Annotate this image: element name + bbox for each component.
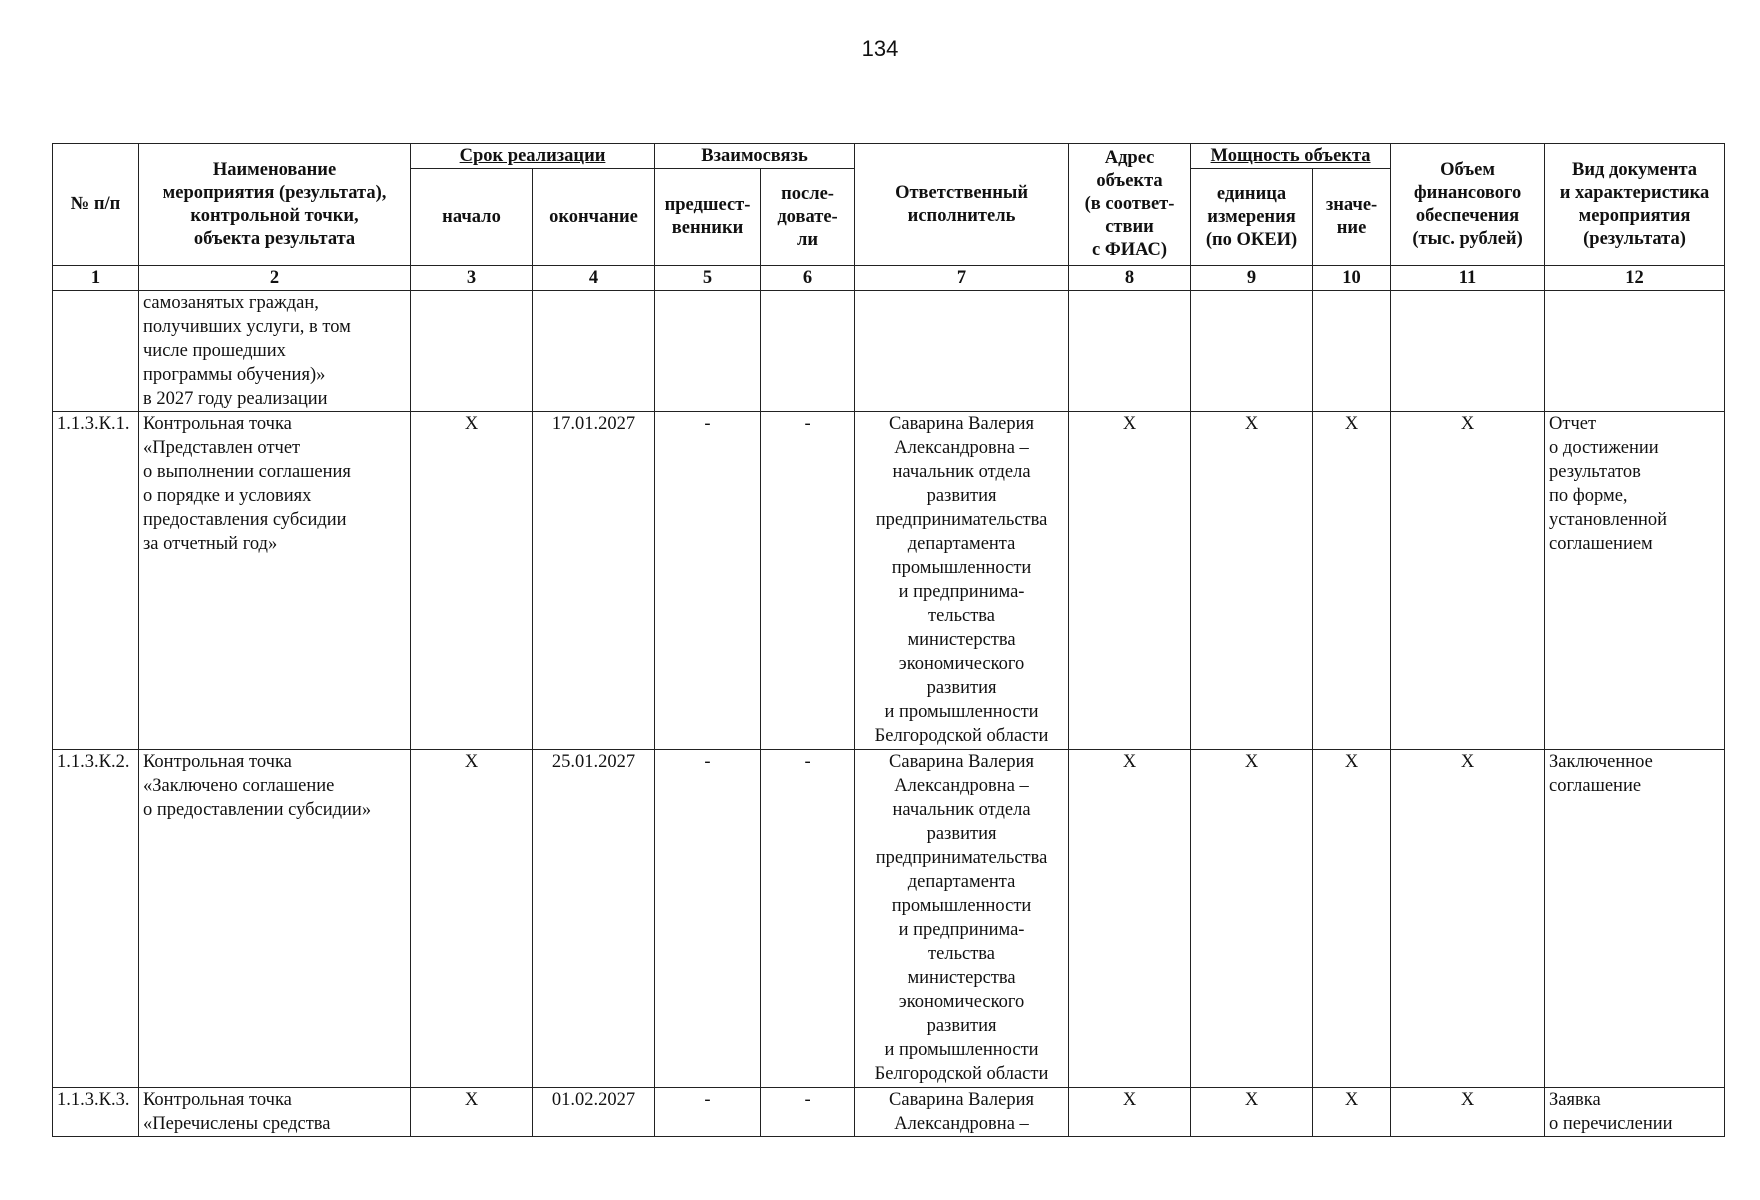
cell-empty (655, 291, 761, 412)
cell-document: Заявка о перечислении (1545, 1088, 1725, 1137)
cell-document: Заключенное соглашение (1545, 750, 1725, 1088)
cell-name: Контрольная точка «Перечислены средства (139, 1088, 411, 1137)
cell-prev: - (655, 1088, 761, 1137)
cell-end: 01.02.2027 (533, 1088, 655, 1137)
cell-num: 1.1.3.К.3. (53, 1088, 139, 1137)
table-row (53, 1088, 1725, 1137)
cell-empty (761, 291, 855, 412)
cell-prev: - (655, 750, 761, 1088)
cell-funding: X (1391, 412, 1545, 750)
cell-address: X (1069, 1088, 1191, 1137)
column-number: 12 (1545, 266, 1725, 291)
cell-end: 25.01.2027 (533, 750, 655, 1088)
cell-name: Контрольная точка «Заключено соглашение о предоставлении субсидии» (139, 750, 411, 1088)
cell-responsible: Саварина Валерия Александровна – начальник отдела развития предпринимательства департамента промышленности и предпринима- тельства министерства экономического развития и промышленности Белгородской области (855, 412, 1069, 750)
header-term-end: окончание (533, 169, 655, 266)
header-num: № п/п (53, 144, 139, 266)
cell-value: X (1313, 1088, 1391, 1137)
cell-empty (1545, 291, 1725, 412)
cell-empty (533, 291, 655, 412)
cell-next: - (761, 750, 855, 1088)
cell-address: X (1069, 412, 1191, 750)
cell-empty (1313, 291, 1391, 412)
header-term-group: Срок реализации (411, 144, 655, 169)
header-capacity-group: Мощность объекта (1191, 144, 1391, 169)
column-number: 10 (1313, 266, 1391, 291)
header-capacity-value: значе- ние (1313, 169, 1391, 266)
column-number: 8 (1069, 266, 1191, 291)
header-link-next: после- довате- ли (761, 169, 855, 266)
cell-funding: X (1391, 1088, 1545, 1137)
cell-empty (855, 291, 1069, 412)
header-link-prev: предшест- венники (655, 169, 761, 266)
plan-table (52, 143, 1725, 1137)
cell-start: X (411, 1088, 533, 1137)
header-address: Адрес объекта (в соответ- ствии с ФИАС) (1069, 144, 1191, 266)
cell-next: - (761, 1088, 855, 1137)
header-row-top (53, 144, 1725, 169)
cell-num: 1.1.3.К.2. (53, 750, 139, 1088)
cell-empty (1391, 291, 1545, 412)
cell-address: X (1069, 750, 1191, 1088)
cell-empty (53, 291, 139, 412)
table-row (53, 750, 1725, 1088)
column-number: 11 (1391, 266, 1545, 291)
header-link-group: Взаимосвязь (655, 144, 855, 169)
column-numbers-row (53, 266, 1725, 291)
column-number: 1 (53, 266, 139, 291)
column-number: 7 (855, 266, 1069, 291)
cell-empty (411, 291, 533, 412)
cell-responsible: Саварина Валерия Александровна – (855, 1088, 1069, 1137)
header-term-start: начало (411, 169, 533, 266)
cell-responsible: Саварина Валерия Александровна – начальник отдела развития предпринимательства департамента промышленности и предпринима- тельства министерства экономического развития и промышленности Белгородской области (855, 750, 1069, 1088)
column-number: 4 (533, 266, 655, 291)
table-row (53, 412, 1725, 750)
cell-end: 17.01.2027 (533, 412, 655, 750)
column-number: 5 (655, 266, 761, 291)
cell-value: X (1313, 750, 1391, 1088)
column-number: 9 (1191, 266, 1313, 291)
table-row-continuation (53, 291, 1725, 412)
header-capacity-unit: единица измерения (по ОКЕИ) (1191, 169, 1313, 266)
cell-num: 1.1.3.К.1. (53, 412, 139, 750)
column-number: 6 (761, 266, 855, 291)
cell-document: Отчет о достижении результатов по форме, установленной соглашением (1545, 412, 1725, 750)
cell-empty (1191, 291, 1313, 412)
cell-start: X (411, 750, 533, 1088)
cell-next: - (761, 412, 855, 750)
header-funding: Объем финансового обеспечения (тыс. рублей) (1391, 144, 1545, 266)
header-responsible: Ответственный исполнитель (855, 144, 1069, 266)
header-document: Вид документа и характеристика мероприятия (результата) (1545, 144, 1725, 266)
cell-unit: X (1191, 1088, 1313, 1137)
cell-value: X (1313, 412, 1391, 750)
cell-start: X (411, 412, 533, 750)
cell-unit: X (1191, 750, 1313, 1088)
cell-prev: - (655, 412, 761, 750)
cell-funding: X (1391, 750, 1545, 1088)
cell-unit: X (1191, 412, 1313, 750)
cell-continuation-text: самозанятых граждан, получивших услуги, в том числе прошедших программы обучения)» в 2027 году реализации (139, 291, 411, 412)
page-number: 134 (861, 36, 899, 61)
cell-name: Контрольная точка «Представлен отчет о выполнении соглашения о порядке и условиях предоставления субсидии за отчетный год» (139, 412, 411, 750)
header-name: Наименование мероприятия (результата), контрольной точки, объекта результата (139, 144, 411, 266)
column-number: 3 (411, 266, 533, 291)
column-number: 2 (139, 266, 411, 291)
cell-empty (1069, 291, 1191, 412)
